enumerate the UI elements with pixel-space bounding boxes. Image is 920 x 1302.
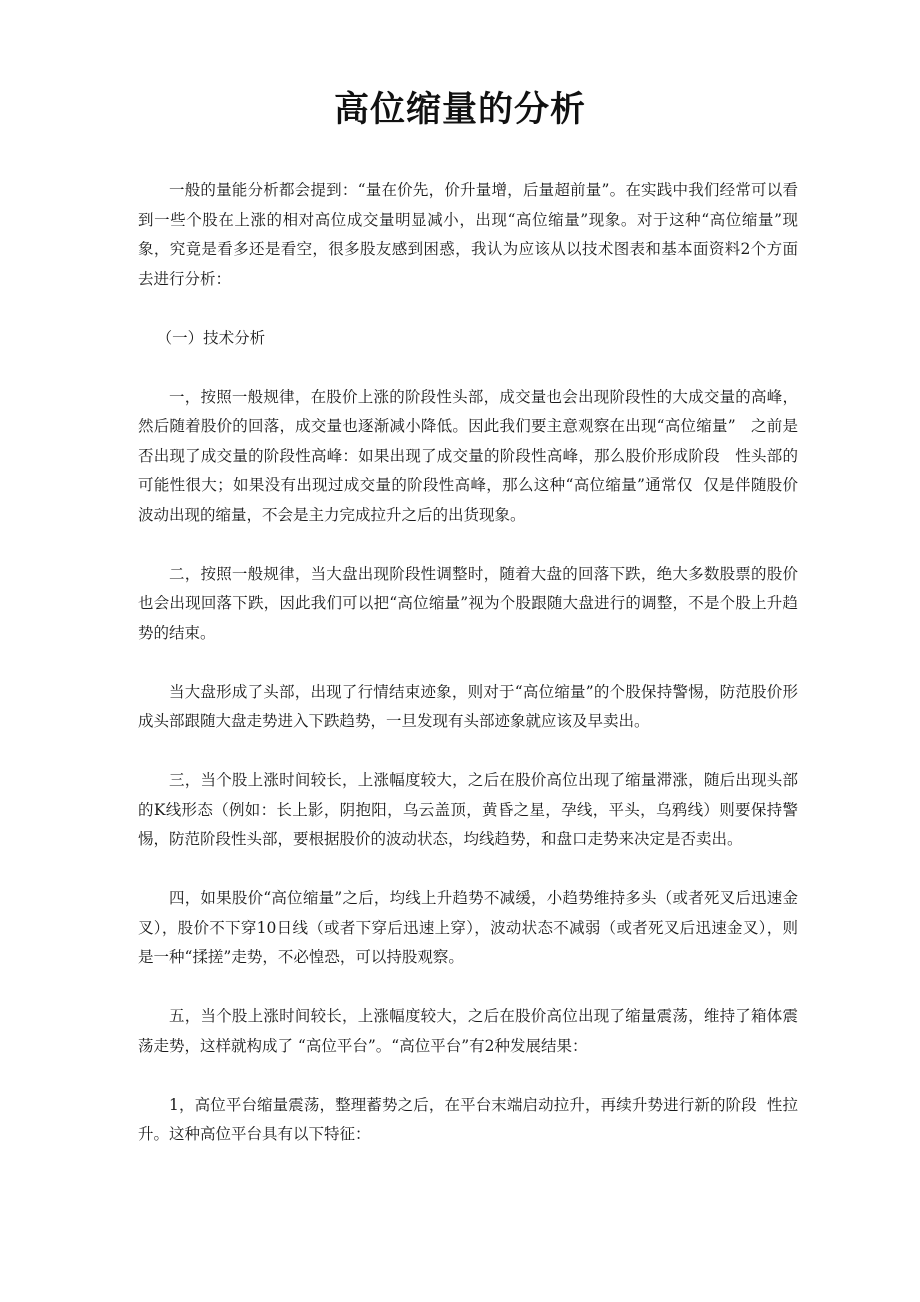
point-one-paragraph: 一，按照一般规律，在股价上涨的阶段性头部，成交量也会出现阶段性的大成交量的高峰，然后随着股价的回落，成交量也逐渐减小降低。因此我们要主意观察在出现“高位缩量” 之前是否出现了成交量的阶段性高峰：如果出现了成交量的阶段性高峰，那么股价形成阶段 性头部的可能性很大；如果没有出现过成交量的阶段性高峰，那么这种“高位缩量”通常仅 仅是伴随股价波动出现的缩量，不会是主力完成拉升之后的出货现象。 [138, 387, 798, 524]
point-four-paragraph: 四，如果股价“高位缩量”之后，均线上升趋势不减缓，小趋势维持多头（或者死叉后迅速金叉），股价不下穿10日线（或者下穿后迅速上穿），波动状态不减弱（或者死叉后迅速金叉），则是一种“揉搓”走势，不必惶恐，可以持股观察。 [138, 889, 798, 966]
intro-paragraph: 一般的量能分析都会提到：“量在价先，价升量增，后量超前量”。在实践中我们经常可以看到一些个股在上涨的相对高位成交量明显减小，出现“高位缩量”现象。对于这种“高位缩量”现象，究竟是看多还是看空，很多股友感到困惑，我认为应该从以技术图表和基本面资料2个方面去进行分析： [138, 181, 798, 288]
paragraph-spacer [138, 353, 798, 383]
section-heading: （一）技术分析 [156, 328, 266, 347]
paragraph-spacer [138, 737, 798, 767]
paragraph-spacer [138, 1061, 798, 1091]
point-three-paragraph: 三，当个股上涨时间较长，上涨幅度较大，之后在股价高位出现了缩量滞涨，随后出现头部的K线形态（例如：长上影，阴抱阳，乌云盖顶，黄昏之星，孕线，平头，乌鸦线）则要保持警惕，防范阶段性头部，要根据股价的波动状态，均线趋势，和盘口走势来决定是否卖出。 [138, 771, 798, 848]
paragraph-spacer [138, 648, 798, 678]
paragraph-spacer [138, 530, 798, 560]
document-body [138, 176, 798, 1150]
paragraph-spacer [138, 294, 798, 324]
point-five-paragraph: 五，当个股上涨时间较长，上涨幅度较大，之后在股价高位出现了缩量震荡，维持了箱体震荡走势，这样就构成了 “高位平台”。“高位平台”有2种发展结果： [138, 1007, 798, 1055]
market-top-paragraph: 当大盘形成了头部，出现了行情结束迹象，则对于“高位缩量”的个股保持警惕，防范股价形成头部跟随大盘走势进入下跌趋势，一旦发现有头部迹象就应该及早卖出。 [138, 682, 798, 730]
platform-result-one-paragraph: 1，高位平台缩量震荡，整理蓄势之后，在平台末端启动拉升，再续升势进行新的阶段 性拉升。这种高位平台具有以下特征： [138, 1095, 798, 1143]
point-two-paragraph: 二，按照一般规律，当大盘出现阶段性调整时，随着大盘的回落下跌，绝大多数股票的股价也会出现回落下跌，因此我们可以把“高位缩量”视为个股跟随大盘进行的调整，不是个股上升趋势的结束。 [138, 564, 798, 642]
document-title: 高位缩量的分析 [333, 89, 586, 130]
paragraph-spacer [138, 973, 798, 1003]
paragraph-spacer [138, 855, 798, 885]
